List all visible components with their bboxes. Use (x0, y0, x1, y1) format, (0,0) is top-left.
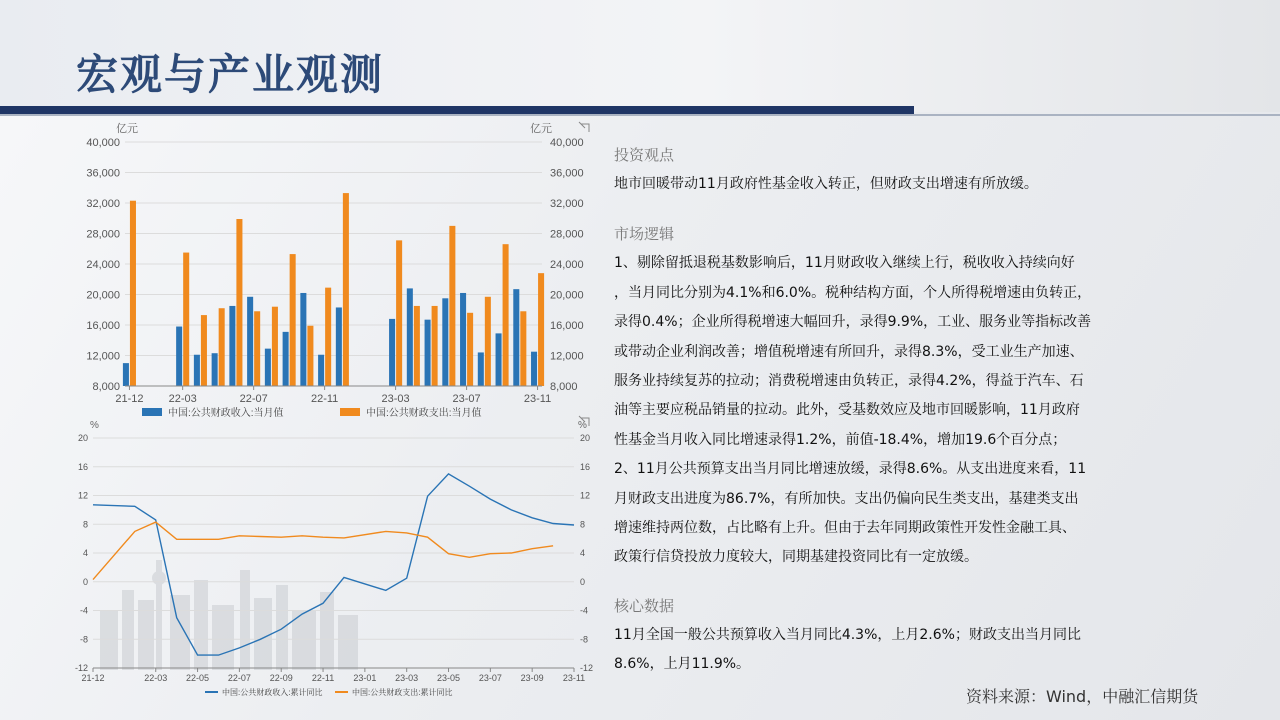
logic-line: 性基金当月收入同比增速录得1.2%，前值-18.4%，增加19.6个百分点； (614, 431, 1067, 448)
y-tick-label-right: 32,000 (550, 198, 584, 210)
logic-line: 增速维持两位数，占比略有上升。但由于去年同期政策性开发性金融工具、 (614, 520, 1076, 537)
x-tick-label: 23-03 (395, 673, 419, 683)
x-tick-label: 22-05 (186, 673, 210, 683)
analysis-panel (614, 140, 1214, 680)
y-tick-label-left: 20 (77, 433, 88, 443)
data-source-note: 资料来源：Wind，中融汇信期货 (966, 687, 1199, 706)
logic-line: 录得0.4%；企业所得税增速大幅回升，录得9.9%，工业、服务业等指标改善 (614, 314, 1092, 331)
y-tick-label-right: 12 (580, 490, 591, 501)
y-tick-label-left: 12,000 (86, 350, 120, 363)
y-tick-label-right: 8 (580, 519, 586, 530)
y-tick-label-left: 16 (77, 461, 88, 472)
logic-line: 1、剔除留抵退税基数影响后，11月财政收入继续上行，税收收入持续向好 (614, 255, 1075, 272)
market-logic-text (614, 249, 1214, 572)
page-title: 宏观与产业观测 (76, 50, 385, 99)
x-tick-label: 23-03 (381, 393, 410, 405)
investment-view-text: 地市回暖带动11月政府性基金收入转正，但财政支出增速有所放缓。 (614, 176, 1038, 192)
y-tick-label-right: 28,000 (550, 228, 584, 241)
logic-line: 2、11月公共预算支出当月同比增速放缓，录得8.6%。从支出进度来看，11 (614, 461, 1087, 478)
y-tick-label-left: -12 (74, 663, 88, 673)
logic-line: 政策行信贷投放力度较大，同期基建投资同比有一定放缓。 (614, 549, 978, 566)
y-tick-label-left: 8 (82, 519, 88, 530)
fiscal-cumulative-yoy-line-chart (0, 0, 600, 720)
y-axis-unit-right: 亿元 (530, 123, 552, 135)
y-tick-label-right: 40,000 (550, 137, 584, 149)
x-tick-label: 23-11 (523, 393, 552, 405)
legend-label-revenue: 中国:公共财政收入:累计同比 (222, 688, 323, 697)
x-tick-label: 23-07 (452, 393, 481, 405)
logic-line: 月财政支出进度为86.7%，有所加快。支出仍偏向民生类支出，基建类支出 (614, 490, 1079, 507)
y-tick-label-right: -4 (580, 605, 589, 616)
logic-line: 油等主要应税品销量的拉动。此外，受基数效应及地市回暖影响，11月政府 (614, 402, 1080, 419)
y-tick-label-left: 40,000 (86, 137, 120, 149)
legend (205, 687, 452, 697)
y-tick-label-right: 4 (580, 548, 586, 558)
logic-line: 或带动企业利润改善；增值税增速有所回升，录得8.3%，受工业生产加速、 (614, 343, 1084, 360)
x-tick-label: 23-05 (437, 673, 461, 683)
x-tick-label: 23-11 (562, 673, 586, 683)
core-data-heading: 核心数据 (614, 596, 675, 615)
investment-view-heading: 投资观点 (614, 146, 675, 164)
y-tick-label-right: 0 (580, 576, 586, 587)
x-tick-label: 22-09 (269, 673, 293, 683)
x-tick-label: 22-07 (239, 393, 268, 405)
y-tick-label-right: 12,000 (550, 350, 584, 363)
logic-line: ，当月同比分别为4.1%和6.0%。税种结构方面，个人所得税增速由负转正， (614, 284, 1092, 301)
legend-label-revenue: 中国:公共财政收入:当月值 (168, 408, 284, 419)
x-tick-label: 23-09 (520, 673, 544, 683)
x-tick-label: 22-03 (144, 673, 168, 683)
line-revenue-yoy (93, 474, 574, 655)
x-tick-label: 22-07 (227, 673, 251, 683)
y-tick-label-left: 20,000 (86, 289, 120, 302)
y-tick-label-right: 20,000 (550, 289, 584, 302)
y-tick-label-left: 36,000 (86, 167, 120, 180)
core-data-line: 11月全国一般公共预算收入当月同比4.3%，上月2.6%；财政支出当月同比 (614, 626, 1081, 643)
x-tick-label: 21-12 (81, 673, 105, 683)
y-axis-unit-left: 亿元 (116, 123, 138, 135)
y-axis-unit-right: % (578, 420, 587, 431)
x-tick-label: 22-11 (311, 673, 335, 683)
y-tick-label-left: 28,000 (86, 228, 120, 241)
y-axis-unit-left: % (90, 420, 99, 431)
y-tick-label-left: -4 (79, 605, 88, 616)
legend-label-expenditure: 中国:公共财政支出:累计同比 (352, 688, 453, 697)
y-tick-label-right: 16,000 (550, 320, 584, 332)
x-tick-label: 22-11 (310, 393, 339, 405)
y-tick-label-right: 20 (580, 433, 591, 443)
y-tick-label-left: 16,000 (86, 320, 120, 332)
y-tick-label-left: -8 (79, 634, 88, 645)
market-logic-heading: 市场逻辑 (614, 225, 675, 244)
y-tick-label-right: 16 (580, 461, 591, 472)
y-tick-label-left: 0 (82, 576, 88, 587)
y-tick-label-right: 36,000 (550, 167, 584, 180)
x-tick-label: 22-03 (168, 393, 197, 405)
y-tick-label-right: 8,000 (550, 381, 578, 393)
y-tick-label-right: -12 (580, 663, 594, 673)
y-tick-label-left: 32,000 (86, 198, 120, 210)
y-tick-label-left: 24,000 (86, 259, 120, 271)
x-tick-label: 21-12 (115, 393, 144, 405)
x-tick-label: 23-01 (353, 673, 377, 683)
core-data-line: 8.6%，上月11.9%。 (614, 656, 751, 673)
y-tick-label-left: 8,000 (92, 381, 120, 393)
y-tick-label-left: 12 (77, 490, 88, 501)
x-tick-label: 23-07 (478, 673, 502, 683)
logic-line: 服务业持续复苏的拉动；消费税增速由负转正，录得4.2%，得益于汽车、石 (614, 373, 1084, 390)
y-tick-label-right: -8 (580, 634, 589, 645)
y-tick-label-left: 4 (82, 548, 88, 558)
legend-label-expenditure: 中国:公共财政支出:当月值 (366, 408, 482, 419)
y-tick-label-right: 24,000 (550, 259, 584, 271)
